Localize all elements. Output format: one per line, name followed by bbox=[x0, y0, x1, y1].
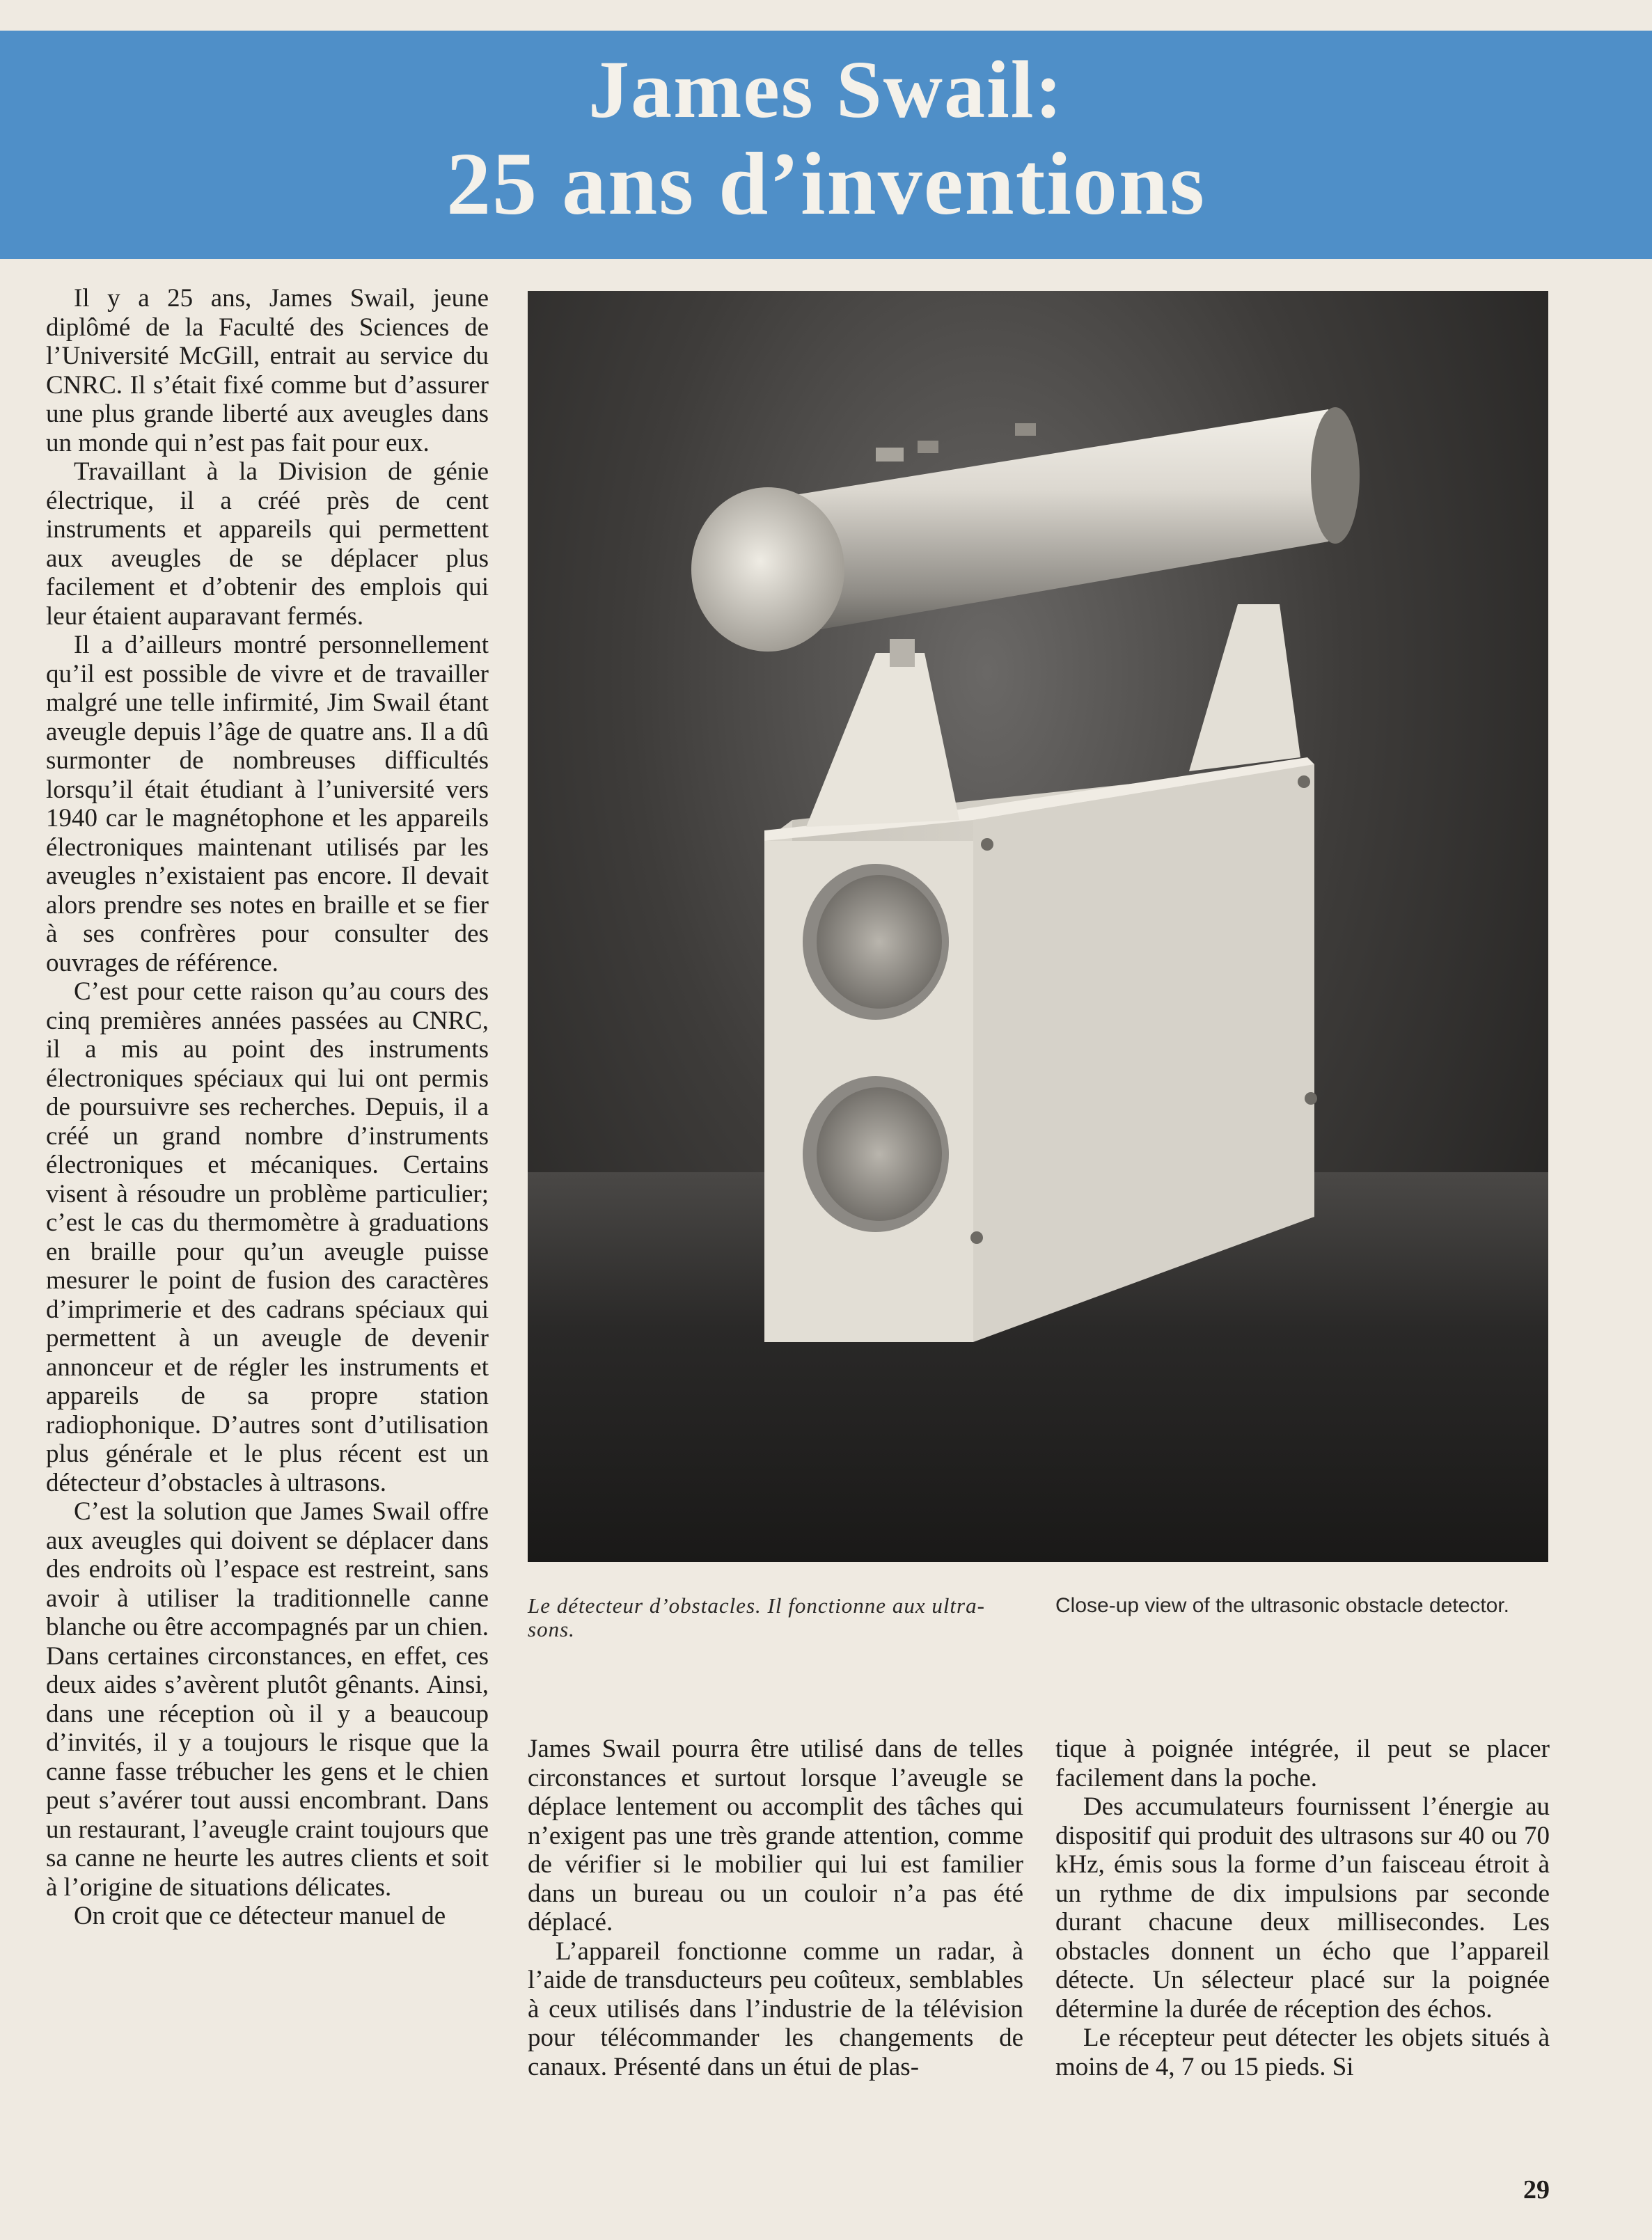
middle-text-column bbox=[528, 1735, 1023, 2124]
paragraph: Il a d’ailleurs montré personnellement qu’il est possible de vivre et de travailler malgré une telle infirmité, Jim Swail étant aveugle depuis l’âge de quatre ans. Il a dû surmonter de nombreuses difficultés lorsqu’il était étudiant à l’université vers 1940 car le magnétophone et les appareils électroniques maintenant utilisés par les aveugles n’existaient pas encore. Il devait alors prendre ses notes en braille et se fier à ses confrères pour consulter des ouvrages de référence. bbox=[46, 631, 489, 977]
paragraph: tique à poignée intégrée, il peut se placer facilement dans la poche. bbox=[1055, 1735, 1550, 1792]
left-text-column bbox=[46, 284, 489, 2129]
paragraph: L’appareil fonctionne comme un radar, à l’aide de transducteurs peu coûteux, semblables à ceux utilisés dans l’industrie de la télévision pour télécommander les changements de canaux. Présenté dans un étui de plas- bbox=[528, 1937, 1023, 2081]
right-text-column bbox=[1055, 1735, 1550, 2124]
detector-illustration bbox=[528, 291, 1548, 1562]
paragraph: On croit que ce détecteur manuel de bbox=[74, 1902, 446, 1930]
paragraph: C’est pour cette raison qu’au cours des cinq premières années passées au CNRC, il a mis au point des instruments électroniques spéciaux qui lui ont permis de poursuivre ses recherches. Depuis, il a créé un grand nombre d’instruments électroniques et mécaniques. Certains visent à résoudre un problème particulier; c’est le cas du thermomètre à graduations en braille pour qu’un aveugle puisse mesurer le point de fusion des caractères d’imprimerie et des cadrans spéciaux qui permettent à un aveugle de devenir annonceur et de régler les instruments et appareils de sa propre station radiophonique. D’autres sont d’utilisation plus générale et le plus récent est un détecteur d’obstacles à ultrasons. bbox=[46, 977, 489, 1497]
title-banner bbox=[0, 31, 1652, 259]
title-line-1: James Swail: bbox=[588, 44, 1064, 135]
obstacle-detector-photo bbox=[528, 291, 1548, 1562]
caption-french: Le détecteur d’obstacles. Il fonctionne aux ultra-sons. bbox=[528, 1593, 985, 1641]
page-number: 29 bbox=[1523, 2175, 1550, 2204]
paragraph: Travaillant à la Division de génie électrique, il a créé près de cent instruments et appareils qui permettent aux aveugles de se déplacer plus facilement et d’obtenir des emplois qui leur étaient auparavant fermés. bbox=[46, 457, 489, 631]
paragraph: James Swail pourra être utilisé dans de telles circonstances et surtout lorsque l’aveugle se déplace lentement ou accomplit des tâches qui n’exigent pas une très grande attention, comme de vérifier si le mobilier qui lui est familier dans un bureau ou un couloir n’a pas été déplacé. bbox=[528, 1735, 1023, 1937]
paragraph: Il y a 25 ans, James Swail, jeune diplômé de la Faculté des Sciences de l’Université McGill, entrait au service du CNRC. Il s’était fixé comme but d’assurer une plus grande liberté aux aveugles dans un monde qui n’est pas fait pour eux. bbox=[46, 284, 489, 457]
title-line-2: 25 ans d’inventions bbox=[446, 134, 1206, 233]
paragraph: C’est la solution que James Swail offre aux aveugles qui doivent se déplacer dans des endroits où l’espace est restreint, sans avoir à utiliser la traditionnelle canne blanche ou être accompagnés par un chien. Dans certaines circonstances, en effet, ces deux aides s’avèrent plutôt gênants. Ainsi, dans une réception où il y a beaucoup d’invités, il y a toujours le risque que la canne fasse trébucher les gens et le chien peut s’avérer tout aussi encombrant. Dans un restaurant, l’aveugle craint toujours que sa canne ne heurte les autres clients et soit à l’origine de situations délicates. bbox=[46, 1497, 489, 1902]
paragraph: Le récepteur peut détecter les objets situés à moins de 4, 7 ou 15 pieds. Si bbox=[1055, 2024, 1550, 2081]
caption-english: Close-up view of the ultrasonic obstacle detector. bbox=[1055, 1594, 1510, 1617]
paragraph: Des accumulateurs fournissent l’énergie au dispositif qui produit des ultrasons sur 40 ou 70 kHz, émis sous la forme d’un faisceau étroit à un rythme de dix impulsions par seconde durant chacune deux millisecondes. Les obstacles donnent un écho que l’appareil détecte. Un sélecteur placé sur la poignée détermine la durée de réception des échos. bbox=[1055, 1792, 1550, 2024]
